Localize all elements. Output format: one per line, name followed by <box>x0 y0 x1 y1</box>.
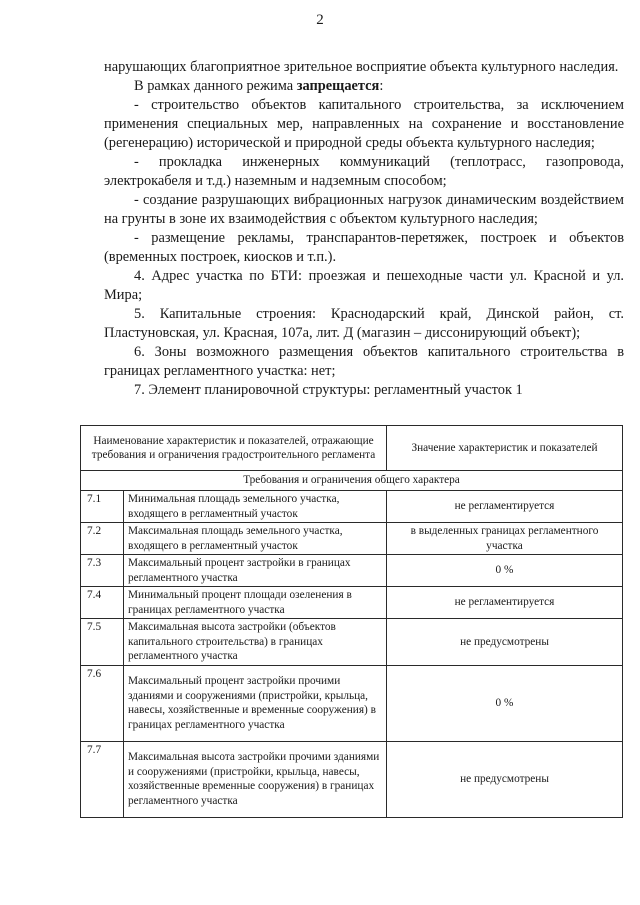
row-number: 7.3 <box>81 555 124 587</box>
prohibited-item-utilities: - прокладка инженерных коммуникаций (теплотрасс, газопровода, электрокабеля и т.д.) наземным и надземным способом; <box>104 154 624 189</box>
row-name: Максимальный процент застройки в границах регламентного участка <box>124 555 387 587</box>
prohibited-prefix: В рамках данного режима <box>134 78 297 94</box>
row-number: 7.7 <box>81 741 124 817</box>
table-row <box>81 555 623 587</box>
prohibited-item-advertising: - размещение рекламы, транспарантов-перетяжек, построек и объектов (временных построек, киосков и т.п.). <box>104 230 624 265</box>
header-name-cell: Наименование характеристик и показателей, отражающие требования и ограничения градостроительного регламента <box>81 426 387 471</box>
row-value: в выделенных границах регламентного участка <box>387 523 623 555</box>
table-header-row <box>81 426 623 471</box>
row-value: 0 % <box>387 665 623 741</box>
row-value: не регламентируется <box>387 587 623 619</box>
table-row <box>81 523 623 555</box>
row-value: не регламентируется <box>387 491 623 523</box>
row-value: не предусмотрены <box>387 619 623 666</box>
prohibited-bold: запрещается <box>296 78 380 94</box>
table-row <box>81 587 623 619</box>
row-number: 7.2 <box>81 523 124 555</box>
row-name: Максимальная высота застройки (объектов капитального строительства) в границах регламентного участка <box>124 619 387 666</box>
row-name: Максимальная высота застройки прочими зданиями и сооружениями (пристройки, крыльца, навесы, хозяйственные временные сооружения) в границах регламентного участка <box>124 741 387 817</box>
page-number: 2 <box>316 12 324 28</box>
paragraph-planning-element: 7. Элемент планировочной структуры: регламентный участок 1 <box>134 382 523 398</box>
table-row <box>81 491 623 523</box>
prohibited-item-vibration: - создание разрушающих вибрационных нагрузок динамическим воздействием на грунты в зоне их взаимодействия с объектом культурного наследия; <box>104 192 624 227</box>
row-name: Максимальный процент застройки прочими зданиями и сооружениями (пристройки, крыльца, навесы, хозяйственные и временные сооружения) в границах регламентного участка <box>124 665 387 741</box>
row-number: 7.4 <box>81 587 124 619</box>
table-row <box>81 665 623 741</box>
regulation-table <box>80 425 623 818</box>
paragraph-address: 4. Адрес участка по БТИ: проезжая и пешеходные части ул. Красной и ул. Мира; <box>104 268 624 303</box>
paragraph-continuation: нарушающих благоприятное зрительное восприятие объекта культурного наследия. <box>104 59 619 75</box>
row-value: не предусмотрены <box>387 741 623 817</box>
header-value-cell: Значение характеристик и показателей <box>387 426 623 471</box>
row-number: 7.6 <box>81 665 124 741</box>
table-row <box>81 619 623 666</box>
section-title: Требования и ограничения общего характера <box>81 471 623 491</box>
table-row <box>81 741 623 817</box>
row-number: 7.5 <box>81 619 124 666</box>
paragraph-prohibited-intro <box>104 77 624 96</box>
prohibited-suffix: : <box>379 78 384 94</box>
table-section-row <box>81 471 623 491</box>
prohibited-item-construction: - строительство объектов капитального строительства, за исключением применения специальных мер, направленных на сохранение и восстановление (регенерацию) исторической и природной среды объекта культурного наследия; <box>104 97 624 151</box>
row-value: 0 % <box>387 555 623 587</box>
paragraph-capital-buildings: 5. Капитальные строения: Краснодарский край, Динской район, ст. Пластуновская, ул. Красная, 107а, лит. Д (магазин – диссонирующий объект); <box>104 306 624 341</box>
row-number: 7.1 <box>81 491 124 523</box>
row-name: Минимальная площадь земельного участка, входящего в регламентный участок <box>124 491 387 523</box>
paragraph-zones: 6. Зоны возможного размещения объектов капитального строительства в границах регламентного участка: нет; <box>104 344 624 379</box>
body-text <box>104 58 624 400</box>
row-name: Минимальный процент площади озеленения в границах регламентного участка <box>124 587 387 619</box>
row-name: Максимальная площадь земельного участка, входящего в регламентный участок <box>124 523 387 555</box>
